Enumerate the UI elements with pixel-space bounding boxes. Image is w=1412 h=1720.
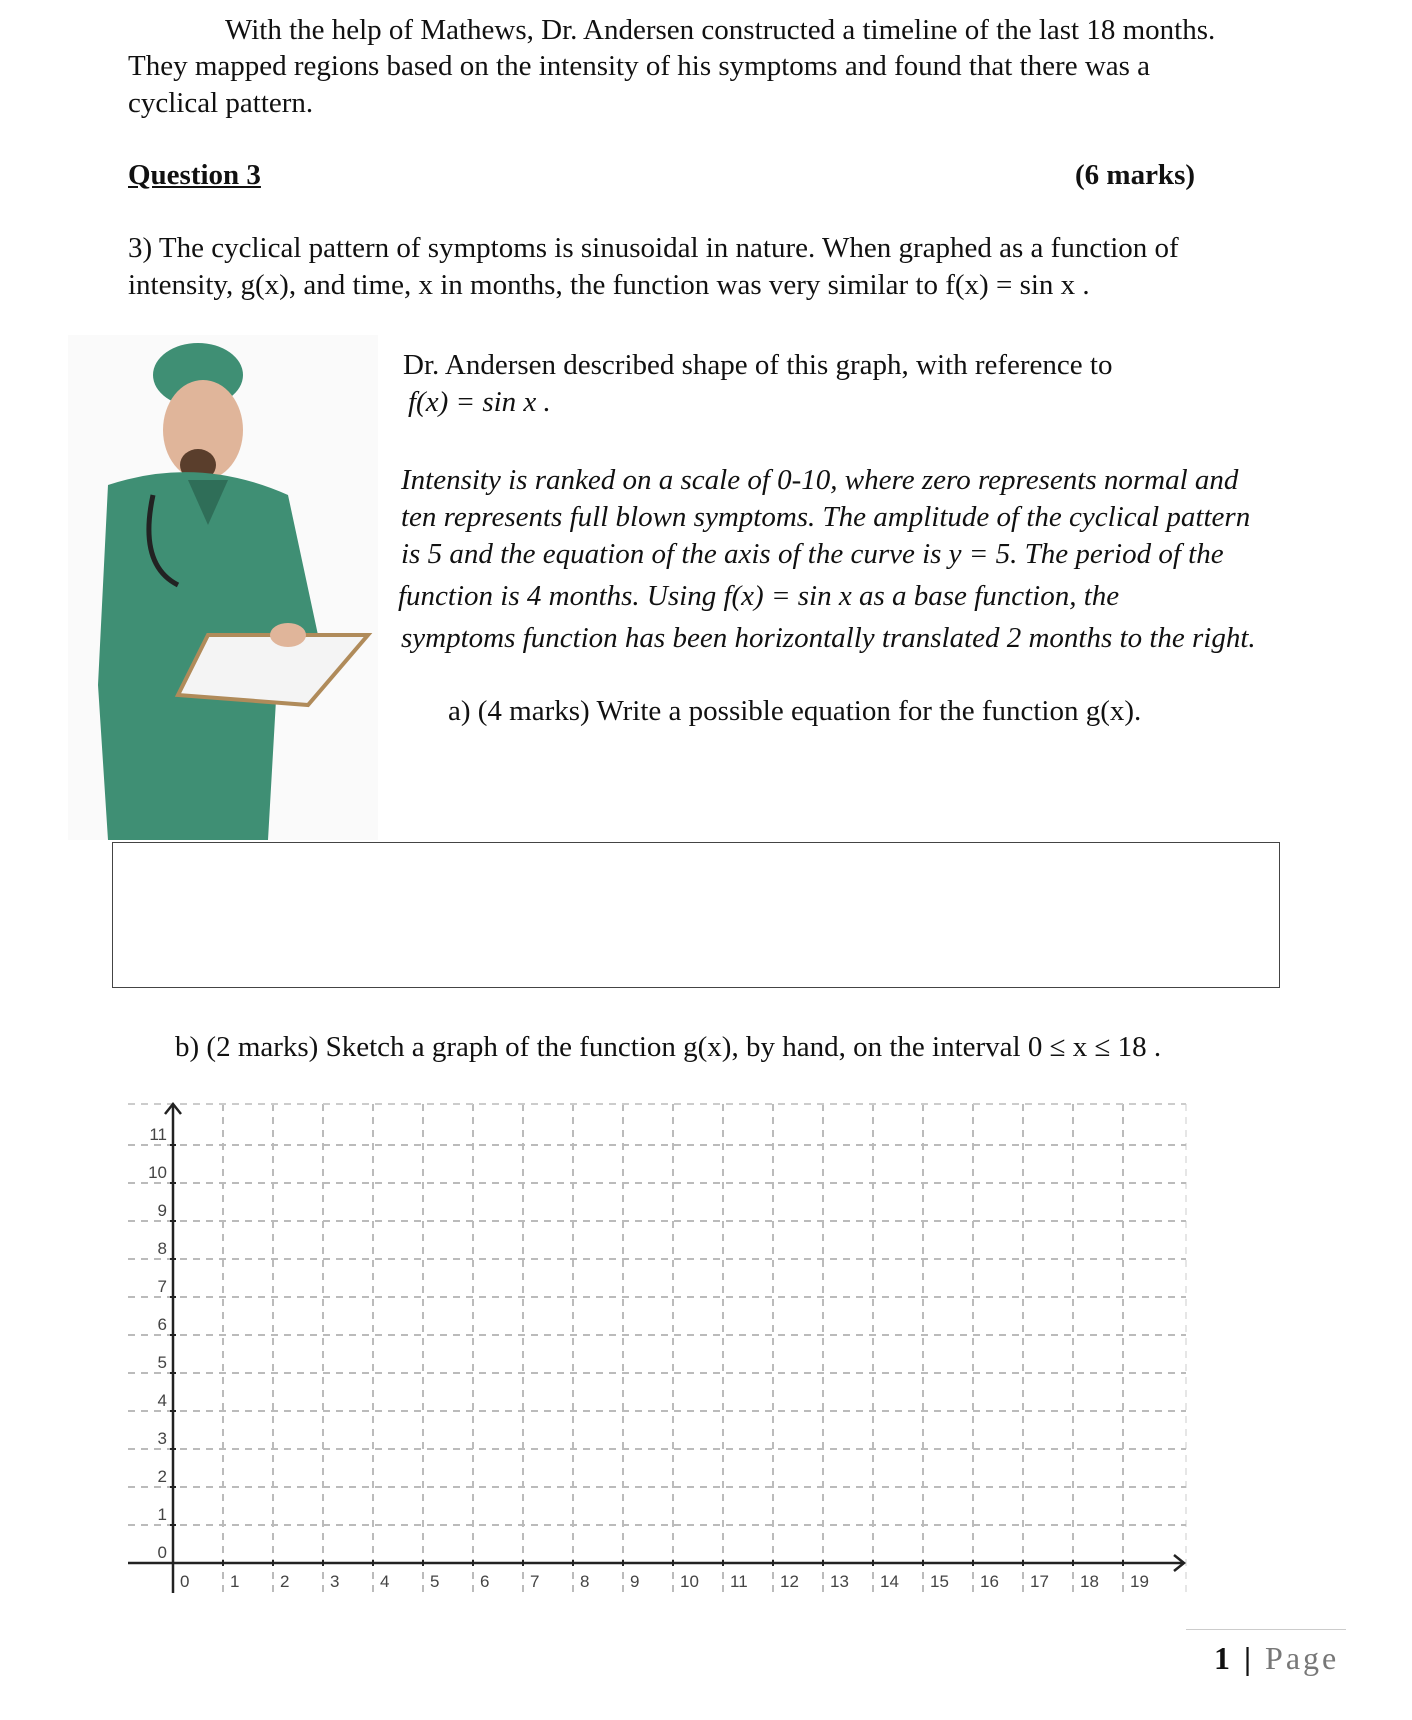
answer-box-part-a[interactable]: [112, 842, 1280, 988]
page-footer: [1214, 1640, 1339, 1677]
y-tick-label: 11: [149, 1125, 167, 1144]
footer-separator: |: [1244, 1640, 1255, 1676]
doctor-image: [68, 335, 378, 840]
intro-line: They mapped regions based on the intensity of his symptoms and found that there was a: [128, 50, 1151, 82]
x-tick-label: 5: [430, 1572, 440, 1591]
intro-line: cyclical pattern.: [128, 87, 314, 119]
footer-divider: [1186, 1629, 1346, 1630]
y-tick-label: 0: [157, 1543, 167, 1562]
y-tick-label: 4: [157, 1391, 167, 1410]
y-tick-label: 3: [157, 1429, 167, 1448]
x-tick-label: 12: [780, 1572, 799, 1591]
description-line: f(x) = sin x .: [408, 386, 551, 418]
page-label: Page: [1265, 1640, 1340, 1676]
x-tick-label: 2: [280, 1572, 290, 1591]
question-marks: (6 marks): [1075, 159, 1196, 191]
y-tick-label: 6: [157, 1315, 167, 1334]
x-tick-label: 17: [1030, 1572, 1049, 1591]
x-tick-label: 1: [230, 1572, 240, 1591]
details-line: function is 4 months. Using f(x) = sin x as a base function, the: [398, 580, 1120, 612]
x-tick-label: 16: [980, 1572, 999, 1591]
x-tick-label: 15: [930, 1572, 949, 1591]
x-tick-label: 18: [1080, 1572, 1099, 1591]
x-tick-label: 6: [480, 1572, 490, 1591]
x-tick-label: 0: [180, 1572, 190, 1591]
x-tick-label: 13: [830, 1572, 849, 1591]
y-tick-label: 1: [157, 1505, 167, 1524]
page-number: 1: [1214, 1640, 1233, 1676]
x-tick-label: 3: [330, 1572, 340, 1591]
sketch-grid[interactable]: [0, 1095, 1412, 1695]
x-tick-label: 11: [730, 1572, 748, 1591]
x-tick-label: 10: [680, 1572, 699, 1591]
y-tick-label: 5: [157, 1353, 167, 1372]
details-line: Intensity is ranked on a scale of 0-10, where zero represents normal and: [401, 464, 1239, 496]
intro-line: With the help of Mathews, Dr. Andersen constructed a timeline of the last 18 months.: [225, 14, 1216, 46]
details-line: is 5 and the equation of the axis of the curve is y = 5. The period of the: [401, 538, 1224, 570]
details-line: symptoms function has been horizontally translated 2 months to the right.: [401, 622, 1256, 654]
part-b-prompt: b) (2 marks) Sketch a graph of the function g(x), by hand, on the interval 0 ≤ x ≤ 18 .: [175, 1031, 1162, 1063]
y-tick-label: 9: [157, 1201, 167, 1220]
description-line: Dr. Andersen described shape of this graph, with reference to: [403, 349, 1113, 381]
x-tick-label: 7: [530, 1572, 540, 1591]
part-a-prompt: a) (4 marks) Write a possible equation for the function g(x).: [448, 695, 1142, 727]
y-tick-label: 7: [157, 1277, 167, 1296]
y-tick-label: 10: [148, 1163, 167, 1182]
x-tick-label: 19: [1130, 1572, 1149, 1591]
x-tick-label: 8: [580, 1572, 590, 1591]
x-tick-label: 4: [380, 1572, 390, 1591]
x-tick-label: 14: [880, 1572, 899, 1591]
details-line: ten represents full blown symptoms. The amplitude of the cyclical pattern: [401, 501, 1251, 533]
question-stem: 3) The cyclical pattern of symptoms is sinusoidal in nature. When graphed as a function of: [128, 232, 1179, 264]
y-tick-label: 2: [157, 1467, 167, 1486]
x-tick-label: 9: [630, 1572, 640, 1591]
y-tick-label: 8: [157, 1239, 167, 1258]
question-stem: intensity, g(x), and time, x in months, the function was very similar to f(x) = sin x .: [128, 269, 1090, 301]
question-title: Question 3: [128, 159, 261, 191]
